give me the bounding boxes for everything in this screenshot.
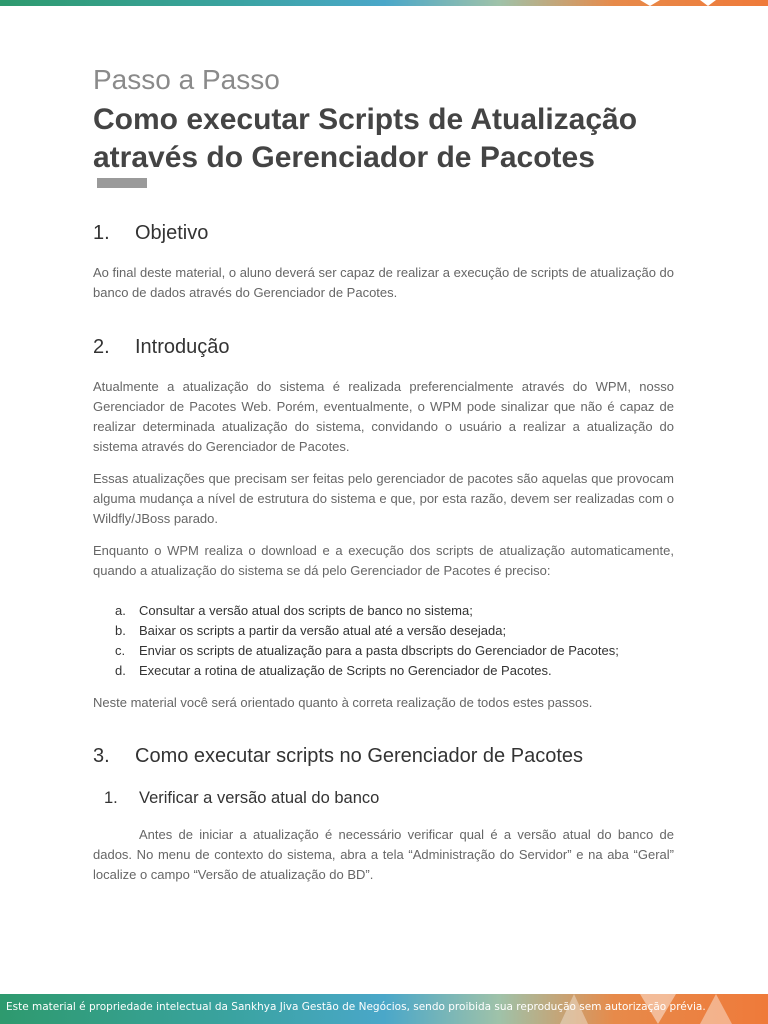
list-marker: d. — [115, 663, 126, 678]
objetivo-paragraph: Ao final deste material, o aluno deverá ser capaz de realizar a execução de scripts de atualização do banco de dados através do Gerenciador de Pacotes. — [93, 265, 675, 300]
top-decorative-band — [0, 0, 768, 6]
list-marker: c. — [115, 643, 126, 658]
subsection-number: 1. — [104, 789, 118, 807]
subsection-heading-verificar-versao — [104, 789, 379, 808]
section-heading-como-executar — [93, 745, 583, 768]
page-kicker: Passo a Passo — [93, 64, 280, 95]
section-heading-objetivo — [93, 222, 208, 245]
title-underline-bar — [97, 178, 147, 188]
section-number: 3. — [93, 745, 110, 767]
page-title: Como executar Scripts de Atualização através do Gerenciador de Pacotes — [93, 103, 638, 174]
list-item — [93, 641, 693, 661]
introducao-paragraph-2: Essas atualizações que precisam ser feitas pelo gerenciador de pacotes são aquelas que provocam alguma mudança a nível de estrutura do sistema e que, por esta razão, devem ser realizadas com o Wildfly/JBoss parado. — [93, 471, 674, 526]
list-item-text: Enviar os scripts de atualização para a pasta dbscripts do Gerenciador de Pacotes; — [139, 643, 619, 658]
introducao-paragraph-3: Enquanto o WPM realiza o download e a execução dos scripts de atualização automaticamente, quando a atualização do sistema se dá pelo Gerenciador de Pacotes é preciso: — [93, 543, 674, 578]
section-title: Objetivo — [135, 222, 209, 244]
list-item-text: Baixar os scripts a partir da versão atual até a versão desejada; — [139, 623, 507, 638]
footer-notice: Este material é propriedade intelectual da Sankhya Jiva Gestão de Negócios, sendo proibida sua reprodução sem autorização prévia. — [6, 1001, 706, 1013]
section-number: 1. — [93, 222, 110, 244]
verificar-versao-paragraph: Antes de iniciar a atualização é necessário verificar qual é a versão atual do banco de dados. No menu de contexto do sistema, abra a tela “Administração do Servidor” e na aba “Geral” localize o campo “Versão de atualização do BD”. — [93, 827, 674, 882]
subsection-title: Verificar a versão atual do banco — [139, 789, 380, 807]
list-marker: b. — [115, 623, 126, 638]
list-item-text: Consultar a versão atual dos scripts de banco no sistema; — [139, 603, 473, 618]
list-item-text: Executar a rotina de atualização de Scripts no Gerenciador de Pacotes. — [139, 663, 552, 678]
list-marker: a. — [115, 603, 126, 618]
list-item — [93, 601, 693, 621]
list-item — [93, 621, 693, 641]
section-number: 2. — [93, 336, 110, 358]
steps-list — [93, 601, 693, 681]
introducao-closing: Neste material você será orientado quanto à correta realização de todos estes passos. — [93, 695, 593, 710]
list-item — [93, 661, 693, 681]
section-heading-introducao — [93, 336, 230, 359]
section-title: Introdução — [135, 336, 230, 358]
section-title: Como executar scripts no Gerenciador de Pacotes — [135, 745, 583, 767]
introducao-paragraph-1: Atualmente a atualização do sistema é realizada preferencialmente através do WPM, nosso Gerenciador de Pacotes Web. Porém, eventualmente, o WPM pode sinalizar que não é capaz de realizar determinada atualização do sistema, convidando o usuário a realizar a atualização do sistema através do Gerenciador de Pacotes. — [93, 379, 674, 454]
